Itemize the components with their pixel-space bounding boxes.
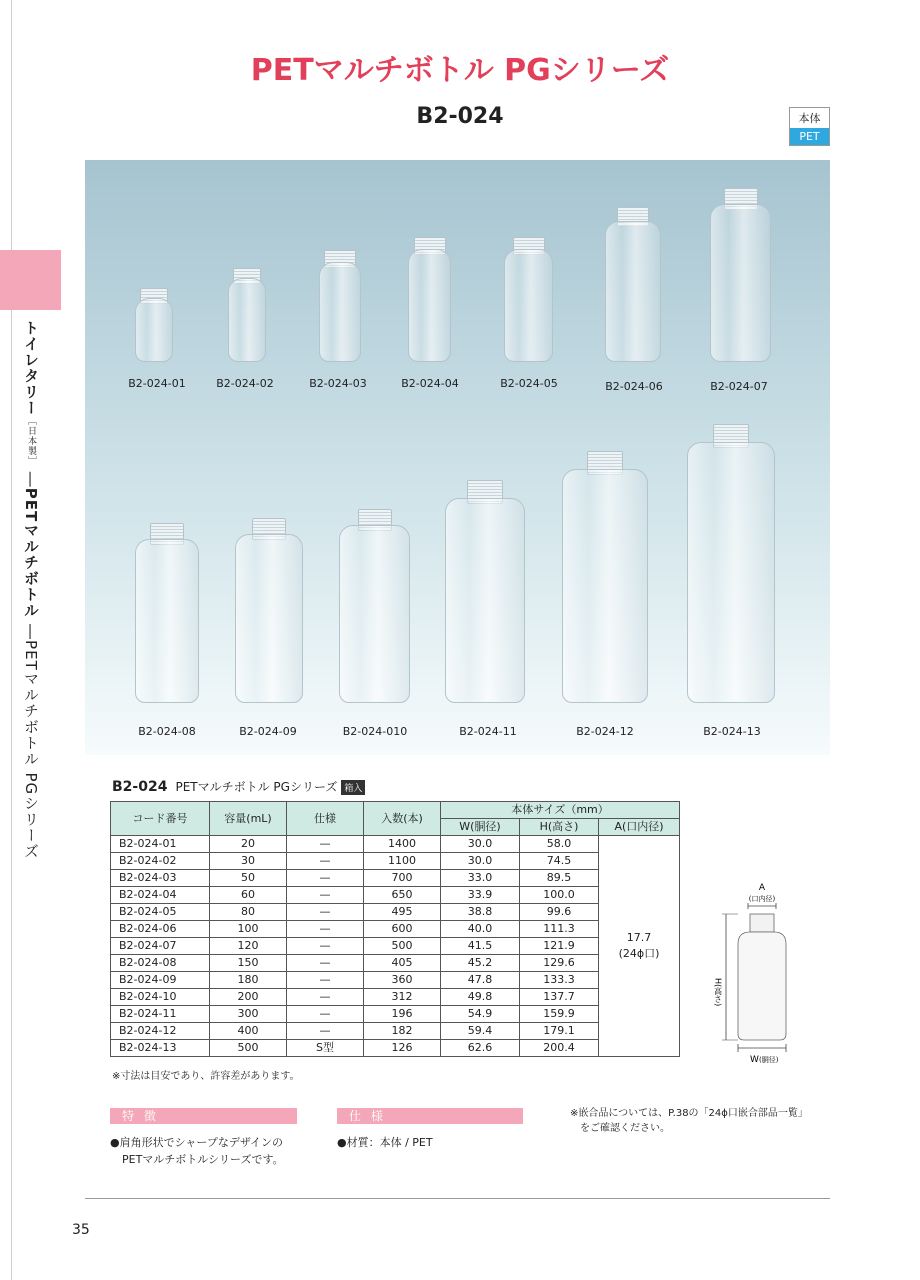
table-row	[111, 1023, 680, 1040]
table-row	[111, 972, 680, 989]
cell-w: 54.9	[441, 1006, 520, 1023]
dimension-diagram	[710, 880, 820, 1070]
cell-h: 200.4	[520, 1040, 599, 1057]
bottle-label: B2-024-08	[138, 725, 196, 738]
cell-h: 137.7	[520, 989, 599, 1006]
table-row	[111, 853, 680, 870]
cell-qty: 312	[364, 989, 441, 1006]
bottle-label: B2-024-05	[500, 377, 558, 390]
bottle-label: B2-024-06	[605, 380, 663, 393]
a-value: 17.7	[626, 931, 652, 944]
svg-text:(胴径): (胴径)	[759, 1056, 779, 1064]
cell-spec: —	[287, 989, 364, 1006]
cell-spec: S型	[287, 1040, 364, 1057]
cell-code: B2-024-01	[111, 836, 210, 853]
cell-code: B2-024-07	[111, 938, 210, 955]
cell-code: B2-024-12	[111, 1023, 210, 1040]
table-row	[111, 1040, 680, 1057]
cell-capacity: 20	[210, 836, 287, 853]
table-section-header: B2-024 PETマルチボトル PGシリーズ 箱入	[112, 778, 365, 795]
cell-w: 62.6	[441, 1040, 520, 1057]
cell-qty: 700	[364, 870, 441, 887]
cell-capacity: 120	[210, 938, 287, 955]
cell-h: 100.0	[520, 887, 599, 904]
table-row	[111, 1006, 680, 1023]
col-code: コード番号	[111, 802, 210, 836]
cell-w: 33.0	[441, 870, 520, 887]
col-qty: 入数(本)	[364, 802, 441, 836]
cell-spec: —	[287, 955, 364, 972]
features-text: ●肩角形状でシャープなデザインの PETマルチボトルシリーズです。	[110, 1136, 284, 1166]
page-title: PETマルチボトル PGシリーズ	[250, 53, 670, 88]
cell-capacity: 150	[210, 955, 287, 972]
cell-h: 159.9	[520, 1006, 599, 1023]
bottle-label: B2-024-07	[710, 380, 768, 393]
cell-spec: —	[287, 1006, 364, 1023]
cell-qty: 500	[364, 938, 441, 955]
cell-w: 59.4	[441, 1023, 520, 1040]
bottle-label: B2-024-09	[239, 725, 297, 738]
cell-h: 74.5	[520, 853, 599, 870]
cell-code: B2-024-03	[111, 870, 210, 887]
bottle-image	[408, 237, 451, 362]
material-badge: 本体 PET	[789, 107, 830, 146]
cell-capacity: 400	[210, 1023, 287, 1040]
cell-spec: —	[287, 1023, 364, 1040]
cell-h: 58.0	[520, 836, 599, 853]
cell-w: 45.2	[441, 955, 520, 972]
cell-code: B2-024-05	[111, 904, 210, 921]
bottle-label: B2-024-04	[401, 377, 459, 390]
cell-w: 30.0	[441, 836, 520, 853]
table-row	[111, 904, 680, 921]
cell-code: B2-024-11	[111, 1006, 210, 1023]
bottle-image	[445, 480, 525, 703]
bottle-image	[504, 237, 553, 362]
col-h: H(高さ)	[520, 819, 599, 836]
cell-capacity: 500	[210, 1040, 287, 1057]
cell-w: 40.0	[441, 921, 520, 938]
cell-spec: —	[287, 887, 364, 904]
bottle-image	[135, 523, 199, 703]
table-row	[111, 955, 680, 972]
a-value-note: (24ϕ口)	[618, 947, 660, 960]
cell-capacity: 180	[210, 972, 287, 989]
bottle-label: B2-024-01	[128, 377, 186, 390]
col-spec: 仕様	[287, 802, 364, 836]
features-heading: 特 徴	[110, 1108, 297, 1124]
bottle-image	[710, 188, 771, 362]
cell-spec: —	[287, 853, 364, 870]
cell-spec: —	[287, 921, 364, 938]
left-margin-line	[11, 0, 12, 1280]
cell-w: 38.8	[441, 904, 520, 921]
cell-capacity: 100	[210, 921, 287, 938]
bottle-image	[687, 424, 775, 703]
col-w: W(胴径)	[441, 819, 520, 836]
cell-qty: 1400	[364, 836, 441, 853]
table-row	[111, 870, 680, 887]
cell-capacity: 300	[210, 1006, 287, 1023]
table-row	[111, 938, 680, 955]
col-a: A(口内径)	[599, 819, 680, 836]
cell-code: B2-024-08	[111, 955, 210, 972]
page-number: 35	[72, 1222, 90, 1238]
cell-w: 47.8	[441, 972, 520, 989]
side-category-vertical: トイレタリー［日本製］ ―PETマルチボトル ―PETマルチボトル PGシリーズ	[22, 320, 40, 860]
cell-qty: 196	[364, 1006, 441, 1023]
cell-capacity: 30	[210, 853, 287, 870]
cell-h: 133.3	[520, 972, 599, 989]
fit-note: ※嵌合品については、P.38の「24ϕ口嵌合部品一覧」 をご確認ください。	[570, 1108, 808, 1134]
bottle-image	[605, 207, 661, 362]
bottle-label: B2-024-12	[576, 725, 634, 738]
spec-table	[110, 801, 680, 1057]
table-row	[111, 921, 680, 938]
footer-rule	[85, 1198, 830, 1199]
cell-h: 99.6	[520, 904, 599, 921]
product-code-heading: B2-024	[416, 104, 504, 129]
cell-spec: —	[287, 836, 364, 853]
cell-h: 111.3	[520, 921, 599, 938]
bottle-label: B2-024-11	[459, 725, 517, 738]
cell-qty: 126	[364, 1040, 441, 1057]
cell-qty: 182	[364, 1023, 441, 1040]
col-capacity: 容量(mL)	[210, 802, 287, 836]
bottle-label: B2-024-03	[309, 377, 367, 390]
cell-qty: 600	[364, 921, 441, 938]
cell-capacity: 200	[210, 989, 287, 1006]
bottle-image	[135, 288, 173, 362]
bottle-image	[562, 451, 648, 703]
cell-h: 121.9	[520, 938, 599, 955]
table-row	[111, 836, 680, 853]
cell-qty: 405	[364, 955, 441, 972]
cell-h: 129.6	[520, 955, 599, 972]
cell-code: B2-024-02	[111, 853, 210, 870]
bottle-image	[319, 250, 361, 362]
bottle-image	[228, 268, 266, 362]
cell-a-merged	[599, 836, 680, 1057]
cell-capacity: 80	[210, 904, 287, 921]
cell-w: 41.5	[441, 938, 520, 955]
cell-capacity: 60	[210, 887, 287, 904]
cell-w: 30.0	[441, 853, 520, 870]
cell-w: 49.8	[441, 989, 520, 1006]
cell-qty: 650	[364, 887, 441, 904]
col-size-group: 本体サイズ（mm）	[441, 802, 680, 819]
cell-spec: —	[287, 938, 364, 955]
table-row	[111, 887, 680, 904]
svg-text:A: A	[758, 883, 766, 893]
bottle-label: B2-024-13	[703, 725, 761, 738]
specs-text: ●材質：本体 / PET	[337, 1136, 433, 1149]
cell-spec: —	[287, 904, 364, 921]
svg-text:H(高さ): H(高さ)	[713, 978, 723, 1007]
cell-code: B2-024-13	[111, 1040, 210, 1057]
bottle-label: B2-024-02	[216, 377, 274, 390]
cell-qty: 495	[364, 904, 441, 921]
cell-capacity: 50	[210, 870, 287, 887]
cell-qty: 1100	[364, 853, 441, 870]
side-tab-marker	[0, 250, 61, 310]
table-row	[111, 989, 680, 1006]
bottle-image	[339, 509, 410, 703]
bottle-label: B2-024-010	[342, 725, 408, 738]
cell-code: B2-024-04	[111, 887, 210, 904]
cell-w: 33.9	[441, 887, 520, 904]
cell-code: B2-024-09	[111, 972, 210, 989]
bottle-image	[235, 518, 303, 703]
cell-h: 89.5	[520, 870, 599, 887]
cell-code: B2-024-10	[111, 989, 210, 1006]
cell-qty: 360	[364, 972, 441, 989]
svg-text:W: W	[750, 1055, 759, 1065]
product-photo	[85, 160, 830, 755]
cell-h: 179.1	[520, 1023, 599, 1040]
cell-spec: —	[287, 972, 364, 989]
table-note: ※寸法は目安であり、許容差があります。	[112, 1071, 300, 1082]
cell-spec: —	[287, 870, 364, 887]
specs-heading: 仕 様	[337, 1108, 523, 1124]
svg-text:(口内径): (口内径)	[748, 895, 776, 903]
cell-code: B2-024-06	[111, 921, 210, 938]
